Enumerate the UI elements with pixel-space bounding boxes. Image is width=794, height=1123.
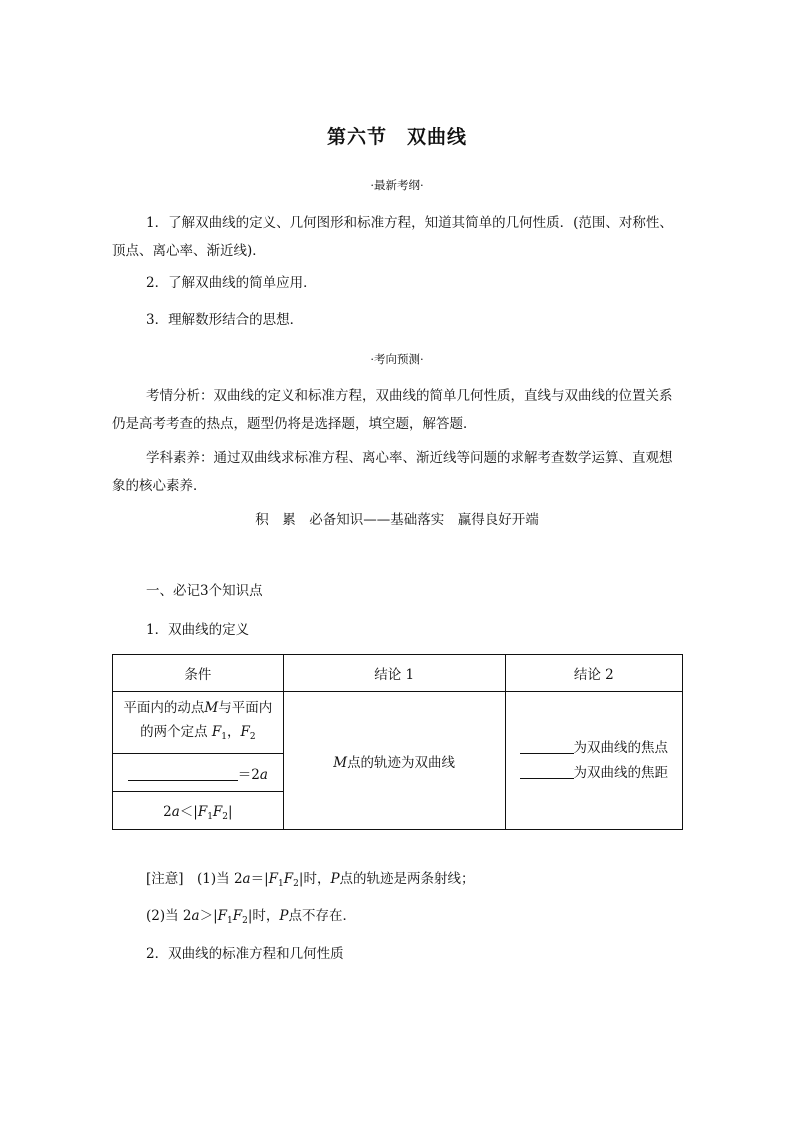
outline-item-2: 2．了解双曲线的简单应用． <box>146 275 317 291</box>
section-banner: 积 累 必备知识——基础落实 赢得良好开端 <box>255 512 539 528</box>
forecast-analysis: 考情分析：双曲线的定义和标准方程，双曲线的简单几何性质，直线与双曲线的位置关系仍是高考考查的热点，题型仍将是选择题，填空题，解答题． <box>112 388 673 432</box>
note-line-1: [注意] (1)当 $2a=|F_1F_2|$时，P点的轨迹是两条射线； <box>146 871 475 889</box>
outline-item-3: 3．理解数形结合的思想． <box>146 312 304 328</box>
condition-distance-difference: ＝2a <box>113 754 284 792</box>
foci-blank <box>520 739 574 754</box>
condition-inequality: $2a<|F_1F_2|$ <box>113 792 284 830</box>
forecast-heading: ·考向预测· <box>370 352 424 366</box>
page-title: 第六节 双曲线 <box>326 126 467 148</box>
difference-blank <box>128 766 238 781</box>
outline-item-1: 1．了解双曲线的定义、几何图形和标准方程，知道其简单的几何性质．(范围、对称性、顶点、离心率、渐近线)． <box>112 215 673 259</box>
knowledge-heading: 一、必记3个知识点 <box>146 583 263 599</box>
header-conclusion-2: 结论 2 <box>505 655 682 692</box>
table-row <box>113 692 683 754</box>
focal-distance-blank <box>520 764 574 779</box>
table-header-row <box>113 655 683 692</box>
condition-moving-point: 平面内的动点M与平面内 的两个定点 $F_1$，$F_2$ <box>113 692 284 754</box>
header-condition: 条件 <box>113 655 284 692</box>
forecast-literacy: 学科素养：通过双曲线求标准方程、离心率、渐近线等问题的求解考查数学运算、直观想象的核心素养． <box>112 450 673 494</box>
knowledge-item-1: 1．双曲线的定义 <box>146 622 250 638</box>
definition-table <box>112 654 683 830</box>
outline-heading: ·最新考纲· <box>370 178 424 192</box>
knowledge-item-2: 2．双曲线的标准方程和几何性质 <box>146 946 344 962</box>
conclusion-1-cell: M点的轨迹为双曲线 <box>283 692 505 830</box>
note-line-2: (2)当 $2a>|F_1F_2|$时，P点不存在． <box>146 908 357 926</box>
header-conclusion-1: 结论 1 <box>283 655 505 692</box>
conclusion-2-cell: 为双曲线的焦点 为双曲线的焦距 <box>505 692 682 830</box>
